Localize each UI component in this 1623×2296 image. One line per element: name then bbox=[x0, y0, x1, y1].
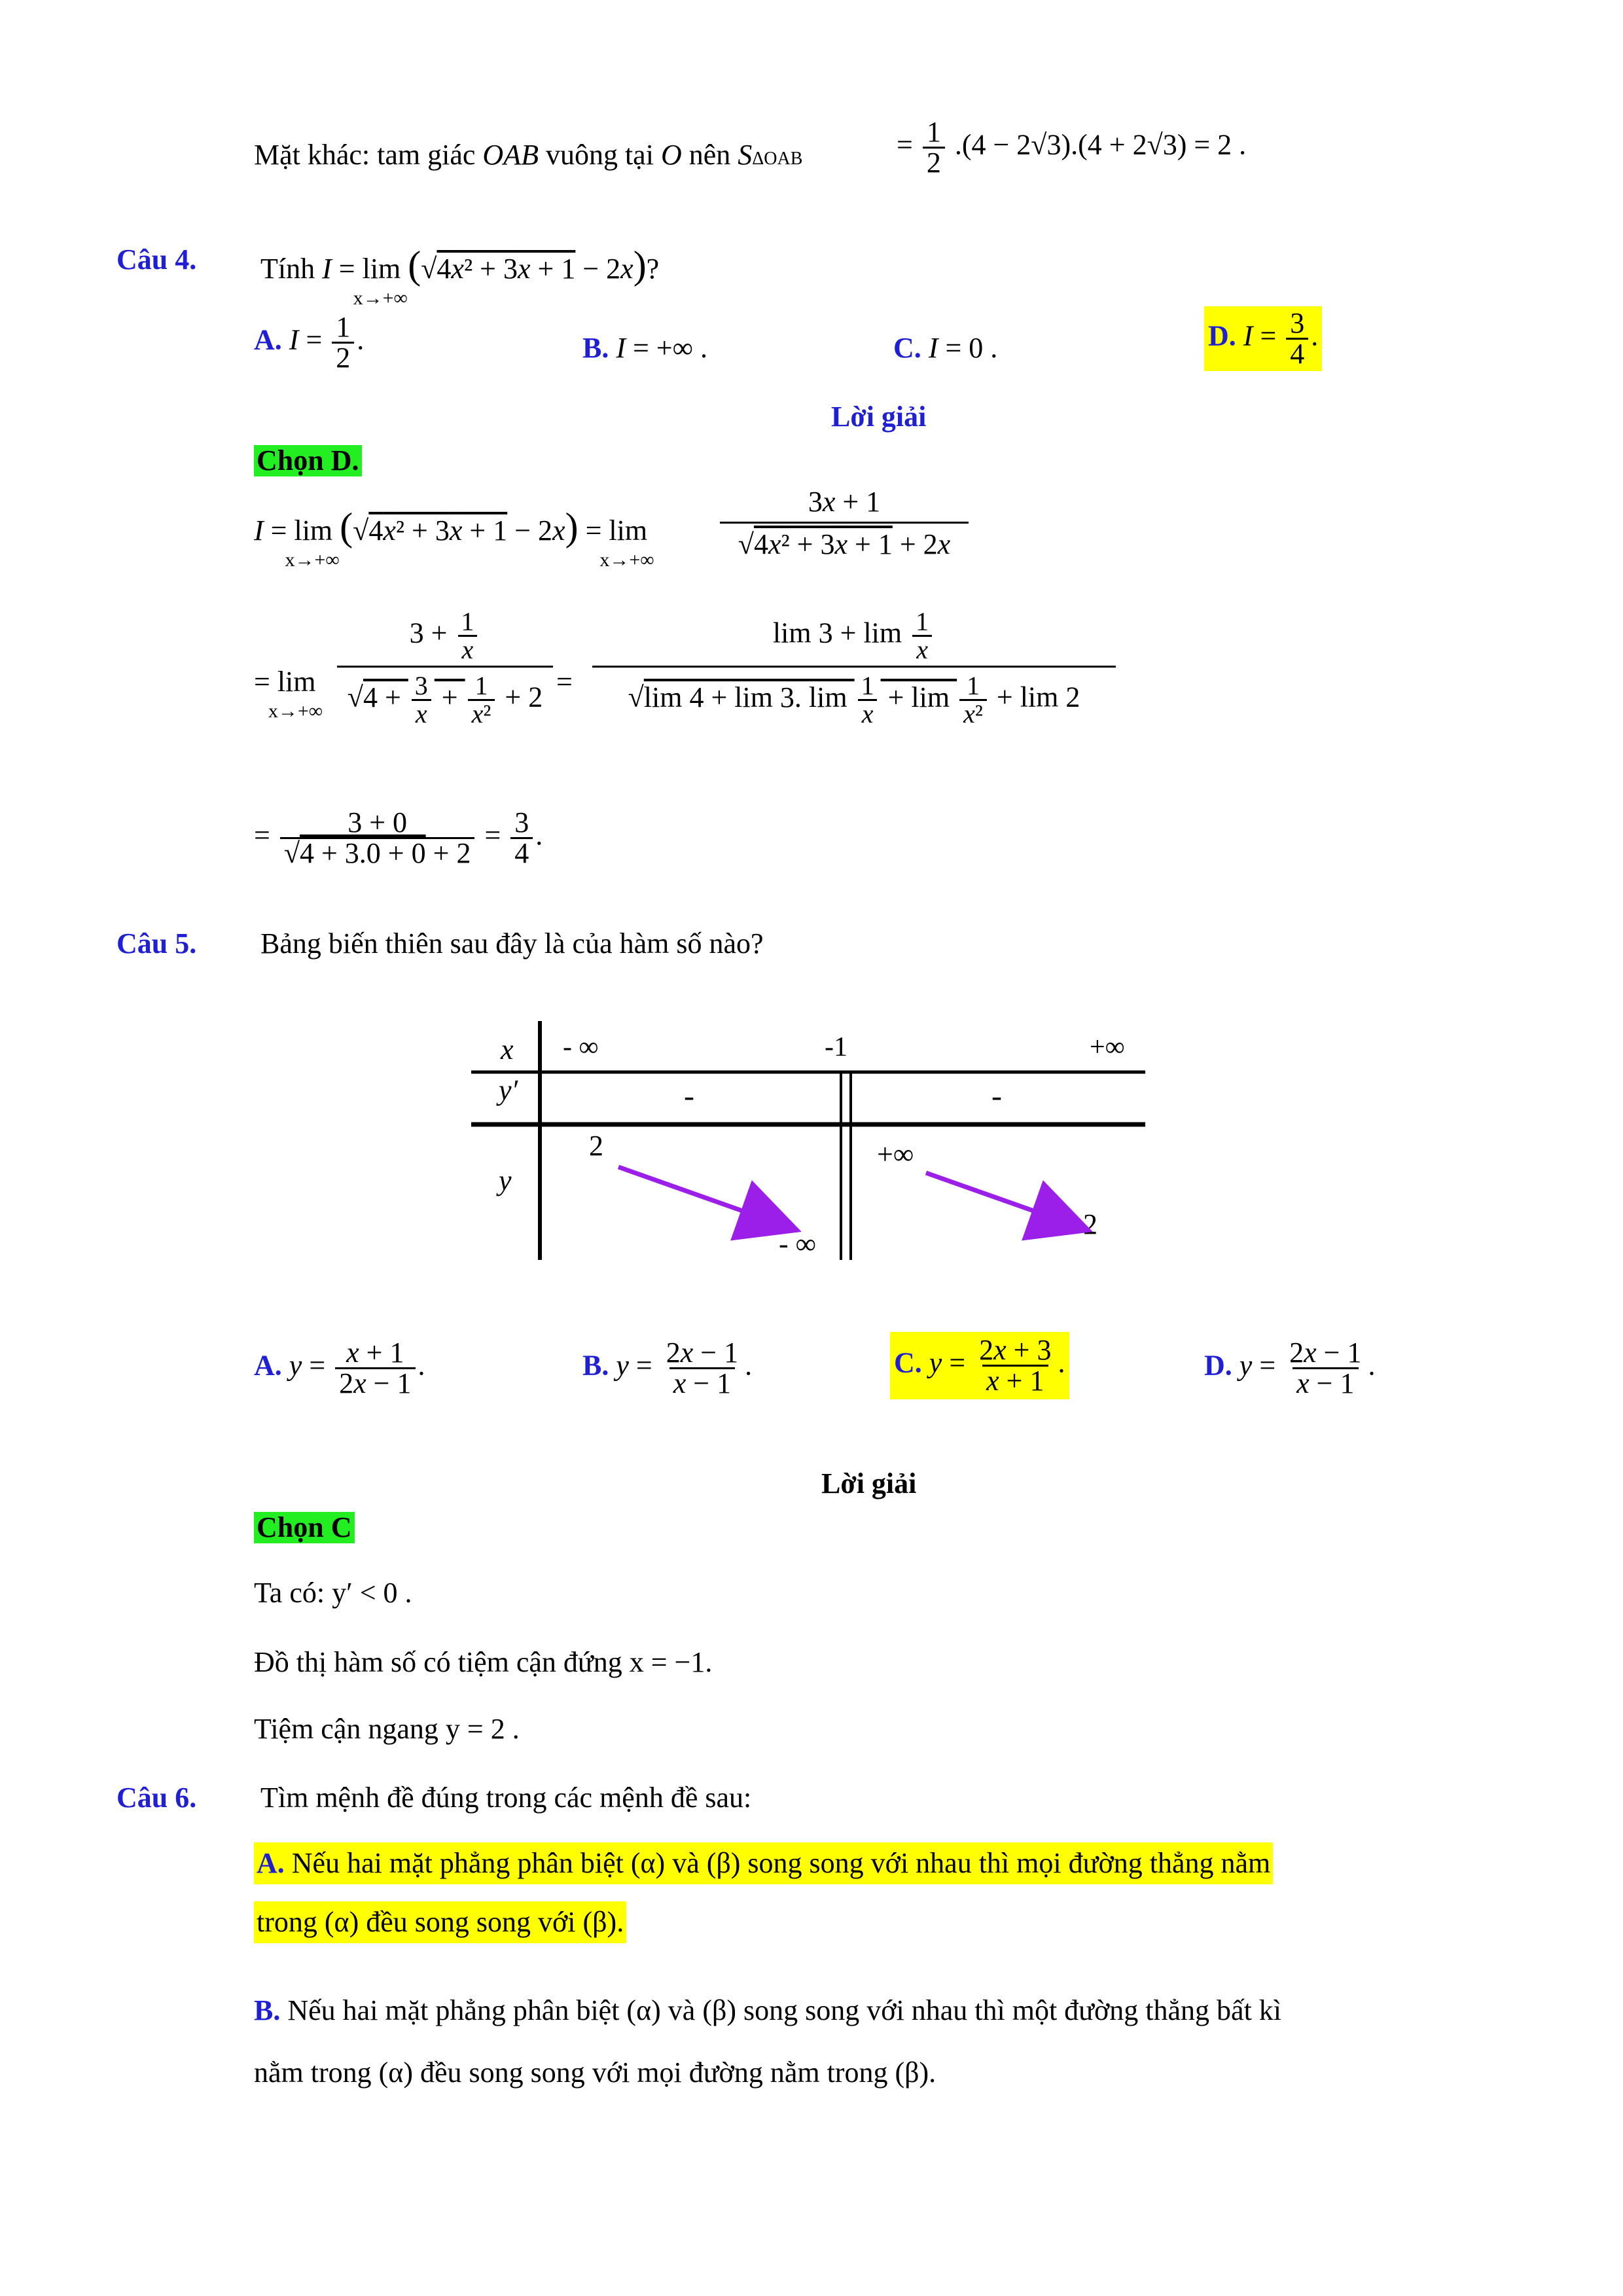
q5-stem: Bảng biến thiên sau đây là của hàm số nào? bbox=[260, 927, 764, 960]
q4-option-a[interactable]: A. I = $\frac{1}{2}$ . bbox=[254, 311, 365, 374]
q4-step1: I = lim x→+∞ (√4x² + 3x + 1 − 2x) = lim x→+∞ bbox=[254, 505, 654, 571]
q4-option-a-letter: A. bbox=[254, 323, 282, 356]
q4-step2-eq: = bbox=[556, 666, 573, 698]
q4-chosen: Chọn D. bbox=[254, 445, 362, 476]
table-arrow-1 bbox=[618, 1167, 789, 1227]
q5-option-d-letter: D. bbox=[1204, 1349, 1232, 1382]
q4-step1-frac: 3x + 1 √4x² + 3x + 1 + 2x bbox=[720, 488, 969, 559]
table-x-value-1: - ∞ bbox=[563, 1032, 599, 1062]
q5-line-1: Ta có: y′ < 0 . bbox=[254, 1577, 412, 1609]
q6-option-a-text1: Nếu hai mặt phẳng phân biệt (α) và (β) song song với nhau thì mọi đường thẳng nằm bbox=[291, 1847, 1271, 1879]
q6-option-a-line2[interactable] bbox=[254, 1901, 626, 1943]
q6-option-a-line1[interactable] bbox=[254, 1842, 1273, 1884]
q6-option-b-text1: Nếu hai mặt phẳng phân biệt (α) và (β) song song với nhau thì một đường thẳng bất kì bbox=[287, 1994, 1282, 2026]
q6-option-a-text2: trong (α) đều song song với (β). bbox=[257, 1906, 624, 1938]
q4-step2-frac2: lim 3 + lim $\frac{1}{x}$ √lim 4 + lim 3. lim $\frac{1}{x}$ + lim $\frac{1}{\text{x²}}$ + lim 2 bbox=[592, 609, 1116, 727]
q6-option-b-letter: B. bbox=[254, 1994, 281, 2026]
q5-option-c-letter: C. bbox=[894, 1346, 922, 1379]
variation-table bbox=[458, 1008, 1158, 1276]
table-sign-1: - bbox=[684, 1079, 694, 1113]
q4-solution-title: Lời giải bbox=[831, 401, 927, 433]
q6-option-b-text2: nằm trong (α) đều song song với mọi đường nằm trong (β). bbox=[254, 2056, 936, 2089]
table-y-value-2: - ∞ bbox=[779, 1228, 817, 1260]
table-x-value-2: -1 bbox=[825, 1032, 847, 1062]
top-line: Mặt khác: tam giác OAB vuông tại O nên SΔOAB bbox=[254, 139, 803, 171]
q4-option-c-letter: C. bbox=[893, 332, 921, 364]
q5-option-b[interactable]: B. y = $\frac{2x - 1}{x - 1}$ . bbox=[582, 1336, 753, 1399]
q4-option-b[interactable]: B. I = +∞ . bbox=[582, 332, 708, 364]
q4-option-d[interactable]: D. I = $\frac{3}{4}$ . bbox=[1204, 306, 1322, 371]
q4-stem: Tính I = lim x→+∞ (√4x² + 3x + 1 − 2x)? bbox=[260, 243, 660, 309]
q4-option-c[interactable]: C. I = 0 . bbox=[893, 332, 998, 364]
q4-step2-frac1: 3 + $\frac{1}{x}$ √4 + $\frac{3}{x}$ + $\frac{1}{\text{x²}}$ + 2 bbox=[337, 609, 553, 727]
top-equation: = $\frac{1}{2}$ .(4 − 2√3).(4 + 2√3) = 2 . bbox=[897, 116, 1247, 179]
table-x-value-3: +∞ bbox=[1090, 1032, 1125, 1062]
q5-line-2: Đồ thị hàm số có tiệm cận đứng x = −1. bbox=[254, 1646, 713, 1678]
table-arrow-2 bbox=[926, 1173, 1080, 1227]
table-x-label: x bbox=[501, 1033, 514, 1066]
q5-option-c[interactable]: C. y = $\frac{2x + 3}{x + 1}$ . bbox=[890, 1332, 1069, 1399]
table-yprime-label: y′ bbox=[499, 1074, 518, 1106]
q5-solution-title: Lời giải bbox=[821, 1467, 917, 1499]
q5-chosen: Chọn C bbox=[254, 1512, 355, 1543]
q5-label: Câu 5. bbox=[116, 927, 197, 960]
q5-line-3: Tiệm cận ngang y = 2 . bbox=[254, 1713, 520, 1745]
table-sign-2: - bbox=[991, 1079, 1002, 1113]
q4-lim-sub: x→+∞ bbox=[353, 287, 408, 309]
q4-step3: = $\frac{3 + 0}{√4 + 3.0 + 0 + 2}$ = $\frac{3}{4}$ . bbox=[254, 806, 543, 869]
q6-option-b-line1[interactable] bbox=[254, 1996, 1281, 2025]
q6-label: Câu 6. bbox=[116, 1782, 197, 1814]
table-y-value-3: +∞ bbox=[877, 1138, 914, 1170]
q5-option-b-letter: B. bbox=[582, 1349, 609, 1382]
q5-option-a[interactable]: A. y = $\frac{x + 1}{2x - 1}$ . bbox=[254, 1336, 425, 1399]
q4-label: Câu 4. bbox=[116, 243, 197, 276]
q6-stem: Tìm mệnh đề đúng trong các mệnh đề sau: bbox=[260, 1782, 752, 1814]
q4-step2-left: = lim x→+∞ bbox=[254, 666, 323, 722]
q6-option-a-letter: A. bbox=[257, 1847, 285, 1879]
q4-option-b-letter: B. bbox=[582, 332, 609, 364]
q6-option-b-line2[interactable] bbox=[254, 2058, 936, 2087]
q5-option-a-letter: A. bbox=[254, 1349, 282, 1382]
table-y-value-1: 2 bbox=[589, 1130, 603, 1162]
q5-option-d[interactable]: D. y = $\frac{2x - 1}{x - 1}$ . bbox=[1204, 1336, 1376, 1399]
q4-option-d-letter: D. bbox=[1208, 319, 1236, 352]
table-y-value-4: 2 bbox=[1083, 1208, 1097, 1240]
table-y-label: y bbox=[499, 1164, 512, 1196]
